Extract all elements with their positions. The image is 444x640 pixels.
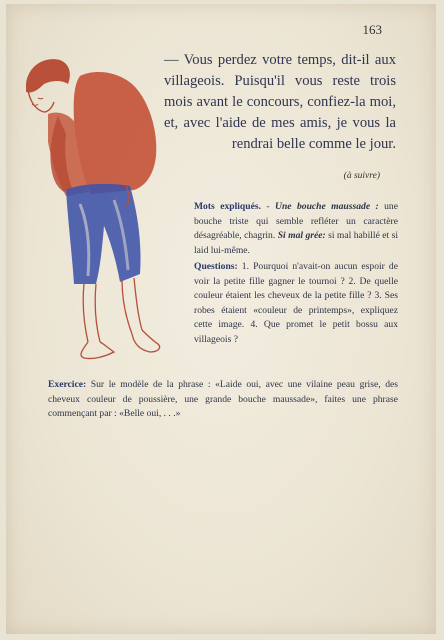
vocabulary-term-2: Si mal grée:	[277, 230, 326, 241]
vocabulary-dash: -	[260, 201, 276, 212]
questions-section	[194, 260, 398, 347]
vocabulary-heading: Mots expliqués.	[194, 201, 261, 212]
legs-outline	[83, 278, 142, 342]
exercise-text: Sur le modèle de la phrase : «Laide oui, avec une vilaine peau grise, des cheveux couleur de poussière, une grande bouche maussade», faites une phrase commençant par : «Belle oui, . . .»	[48, 379, 398, 419]
hunchback-boy-illustration	[18, 54, 168, 366]
hair-shape	[26, 59, 70, 92]
vocabulary-term-1: Une bouche maussade :	[275, 201, 379, 212]
questions-heading: Questions:	[194, 261, 238, 272]
book-page	[6, 4, 436, 634]
to-be-continued-note: (à suivre)	[343, 171, 380, 181]
exercise-heading: Exercice:	[48, 379, 87, 390]
story-paragraph: — Vous perdez votre temps, dit-il aux villageois. Puisqu'il vous reste trois mois avant le concours, confiez-la moi, et, avec l'aide de mes amis, je vous la rendrai belle comme le jour.	[164, 52, 396, 152]
vocabulary-definition-2: si mal habillé et si laid lui-même.	[194, 230, 399, 256]
vocabulary-definition-1: une bouche triste qui semble refléter un caractère désagréable, chagrin.	[194, 201, 398, 241]
face-outline	[28, 90, 54, 112]
page-number: 163	[362, 22, 382, 37]
vocabulary-section	[194, 200, 398, 258]
feet-outline	[81, 330, 160, 359]
questions-text: 1. Pourquoi n'avait-on aucun espoir de voir la petite fille gagner le tournoi ? 2. De quelle couleur étaient les cheveux de la petite fille ? 3. Ses robes étaient «couleur de printemps», expliquez cette image. 4. Que promet le petit bossu aux villageois ?	[194, 261, 398, 345]
exercise-section	[48, 378, 398, 422]
hump-shape	[74, 72, 157, 194]
